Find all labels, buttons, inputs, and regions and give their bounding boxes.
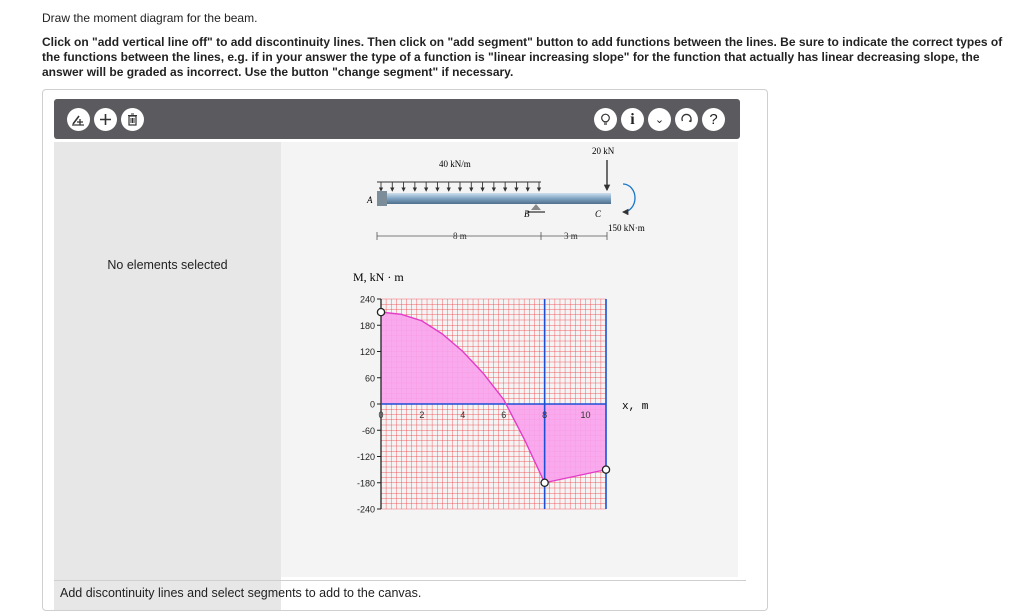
- segment-endpoint: [541, 479, 548, 486]
- span-ab-label: 8 m: [453, 231, 467, 241]
- fixed-support-a: [377, 191, 387, 206]
- beam: [377, 193, 611, 204]
- x-tick-label: 8: [542, 410, 548, 420]
- add-vertical-line-icon[interactable]: [67, 108, 90, 131]
- drawing-canvas[interactable]: [281, 142, 738, 577]
- question-title: Draw the moment diagram for the beam.: [42, 11, 258, 25]
- question-instructions: Click on "add vertical line off" to add discontinuity lines. Then click on "add segment" button to add functions between the lines. Be sure to indicate the correct types of the functions between the lines, e.g. if in your answer the type of a function is "linear increasing slope" for the function that actually has linear decreasing slope, the answer will be graded as incorrect. Use the button "change segment" if necessary.: [42, 35, 1003, 79]
- roller-support-b: [531, 204, 541, 210]
- hint-lightbulb-icon[interactable]: [594, 108, 617, 131]
- segment-endpoint: [377, 309, 384, 316]
- y-tick-label: 60: [364, 373, 375, 384]
- help-icon[interactable]: [702, 108, 725, 131]
- help-glyph: ?: [709, 111, 718, 128]
- selection-status: No elements selected: [107, 258, 228, 272]
- distributed-load-arrows: [381, 182, 539, 191]
- segment-endpoint: [602, 466, 609, 473]
- x-tick-label: 2: [419, 410, 425, 420]
- y-tick-label: 120: [359, 347, 375, 357]
- y-tick-label: -60: [361, 425, 375, 436]
- x-axis-label: x, m: [622, 401, 649, 413]
- y-tick-label: 180: [359, 320, 375, 331]
- delete-icon[interactable]: [121, 108, 144, 131]
- point-load-label: 20 kN: [592, 146, 615, 156]
- y-tick-label: 0: [369, 399, 375, 410]
- chevron-glyph: ⌄: [654, 114, 665, 126]
- y-tick-label: -120: [356, 452, 375, 462]
- span-bc-label: 3 m: [564, 231, 578, 241]
- y-tick-label: 240: [359, 294, 375, 305]
- moment-load-arc: [623, 184, 635, 212]
- x-tick-label: 0: [378, 410, 384, 420]
- y-tick-label: -180: [356, 478, 375, 489]
- x-tick-label: 10: [580, 410, 591, 420]
- distributed-load-label: 40 kN/m: [439, 159, 471, 169]
- add-segment-icon[interactable]: [94, 108, 117, 131]
- toolbar: [54, 99, 740, 139]
- reset-icon[interactable]: [675, 108, 698, 131]
- status-bar: Add discontinuity lines and select segments to add to the canvas.: [54, 580, 746, 601]
- moment-load-label: 150 kN·m: [608, 223, 645, 233]
- point-c-label: C: [595, 209, 602, 219]
- y-axis-label: M, kN · m: [353, 270, 404, 284]
- info-icon[interactable]: [621, 108, 644, 131]
- beam-figure: [366, 146, 645, 241]
- y-tick-labels: [356, 294, 384, 515]
- canvas-svg: [281, 142, 738, 577]
- properties-sidebar: [54, 142, 281, 610]
- graphing-widget: [42, 89, 768, 611]
- x-tick-label: 6: [501, 410, 507, 420]
- support-b-label: B: [524, 209, 530, 219]
- support-a-label: A: [367, 195, 373, 205]
- x-tick-label: 4: [460, 410, 466, 420]
- y-tick-label: -240: [356, 504, 375, 515]
- dropdown-chevron-icon[interactable]: [648, 108, 671, 131]
- info-glyph: i: [630, 110, 635, 128]
